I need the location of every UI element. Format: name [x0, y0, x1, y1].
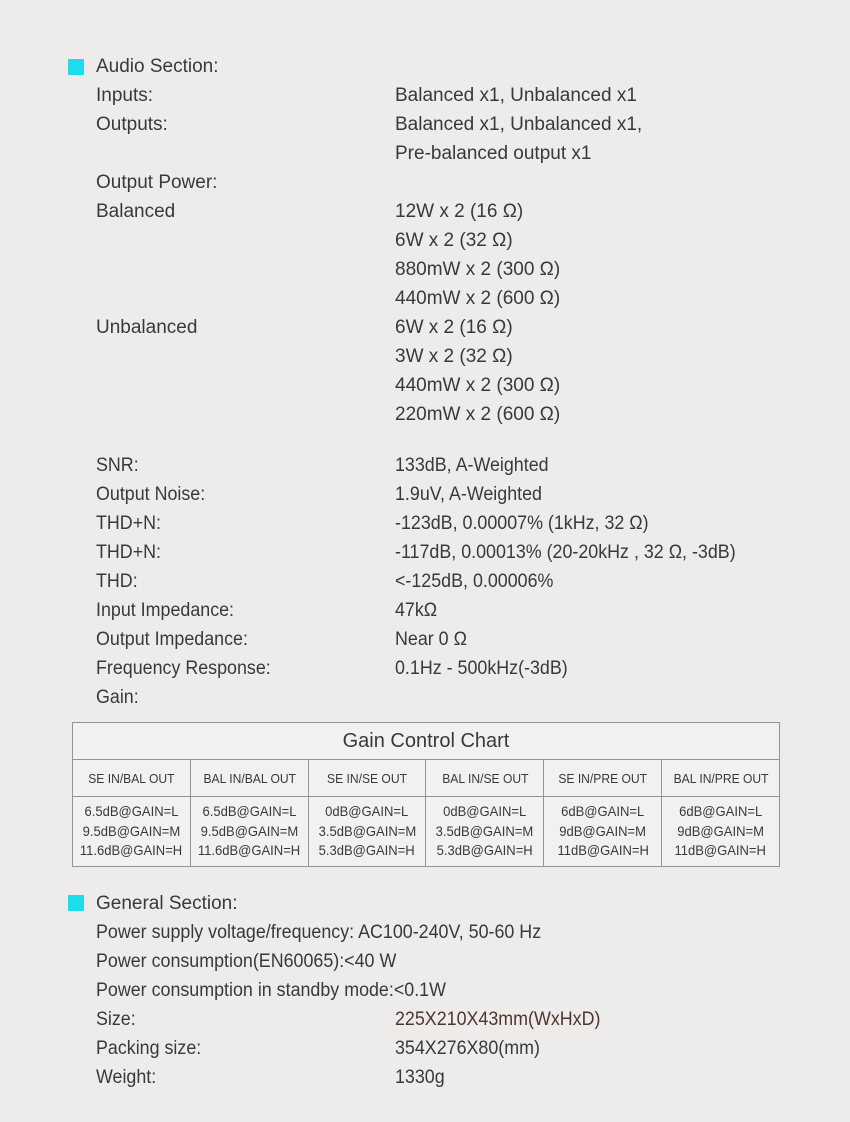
header-cell — [662, 760, 780, 797]
gain-value — [544, 822, 661, 842]
header-cell — [544, 760, 662, 797]
spec-label — [96, 480, 395, 509]
spec-label — [96, 654, 395, 683]
header-cell — [73, 760, 191, 797]
row-input-impedance — [96, 596, 850, 625]
spacer — [96, 429, 850, 451]
spec-label — [96, 1005, 395, 1034]
gain-value-text: 5.3dB@GAIN=H — [436, 842, 533, 858]
gain-value-text: 6.5dB@GAIN=L — [84, 803, 179, 819]
gain-value-text: 11dB@GAIN=H — [556, 842, 649, 858]
spec-value — [395, 110, 642, 168]
spec-label-text: Output Noise: — [96, 484, 206, 505]
row-thdn-2 — [96, 538, 850, 567]
audio-section-header — [68, 52, 850, 81]
row-frequency-response — [96, 654, 850, 683]
row-balanced — [96, 197, 850, 313]
gain-value-text: 6dB@GAIN=L — [679, 803, 763, 819]
spec-value-text: <-125dB, 0.00006% — [395, 571, 554, 592]
spec-label — [96, 625, 395, 654]
table-title: Gain Control Chart — [73, 723, 780, 760]
spec-value — [395, 654, 579, 683]
gain-value-text: 9dB@GAIN=M — [677, 822, 764, 839]
spec-text: Power supply voltage/frequency: AC100-240V, 50-60 Hz — [96, 921, 542, 943]
gain-value — [309, 822, 426, 842]
row-output-impedance — [96, 625, 850, 654]
row-thd — [96, 567, 850, 596]
spec-value — [395, 197, 560, 313]
gain-value — [426, 822, 543, 842]
gain-value-text: 6dB@GAIN=L — [561, 803, 645, 819]
spec-value-text: -117dB, 0.00013% (20-20kHz , 32 Ω, -3dB) — [395, 542, 736, 563]
spec-value-text: Near 0 Ω — [395, 629, 467, 650]
gain-value — [426, 802, 543, 822]
spec-label-text: Packing size: — [96, 1037, 202, 1059]
spec-value-line: 6W x 2 (32 Ω) — [395, 230, 513, 251]
gain-value-text: 9.5dB@GAIN=M — [200, 822, 299, 839]
gain-value — [191, 841, 308, 861]
row-output-power — [96, 168, 850, 197]
row-standby-consumption — [96, 976, 850, 1005]
header-cell-text: SE IN/PRE OUT — [558, 770, 648, 786]
audio-section-rows — [96, 81, 850, 712]
spec-label — [96, 509, 395, 538]
spec-label: Output Power: — [96, 172, 218, 193]
spec-label-text: THD+N: — [96, 542, 162, 563]
spec-value-text: 133dB, A-Weighted — [395, 455, 549, 476]
data-cell — [190, 797, 308, 867]
spec-value — [395, 1034, 549, 1063]
gain-value-text: 9dB@GAIN=M — [559, 822, 647, 839]
spec-value-line: 12W x 2 (16 Ω) — [395, 201, 524, 222]
gain-value — [73, 802, 190, 822]
spec-value — [395, 509, 665, 538]
spec-label-text: Output Impedance: — [96, 629, 248, 650]
header-cell — [426, 760, 544, 797]
gain-control-table — [72, 722, 780, 867]
spec-value-line: 220mW x 2 (600 Ω) — [395, 404, 561, 425]
spec-label: Unbalanced — [96, 317, 198, 338]
spec-text: Power consumption in standby mode:<0.1W — [96, 979, 446, 1001]
spec-value-line: 440mW x 2 (300 Ω) — [395, 375, 561, 396]
table-header-row — [73, 760, 780, 797]
general-section-rows — [96, 918, 850, 1092]
gain-value — [544, 841, 661, 861]
gain-value-text: 5.3dB@GAIN=H — [319, 842, 416, 858]
row-unbalanced — [96, 313, 850, 429]
spec-value — [395, 625, 472, 654]
spec-label-text: Frequency Response: — [96, 658, 271, 679]
gain-value-text: 11dB@GAIN=H — [674, 842, 767, 858]
gain-value — [662, 822, 779, 842]
header-cell-text: BAL IN/SE OUT — [441, 770, 529, 786]
header-cell — [308, 760, 426, 797]
spec-value: Balanced x1, Unbalanced x1 — [395, 85, 637, 106]
gain-value — [426, 841, 543, 861]
row-snr — [96, 451, 850, 480]
spec-value — [395, 567, 564, 596]
gain-value — [73, 841, 190, 861]
spec-value-text: 354X276X80(mm) — [395, 1037, 540, 1059]
gain-value — [73, 822, 190, 842]
spec-value-text: -123dB, 0.00007% (1kHz, 32 Ω) — [395, 513, 649, 534]
spec-value-line: 440mW x 2 (600 Ω) — [395, 288, 561, 309]
table-title-row — [73, 723, 780, 760]
spec-value-text: 1330g — [395, 1066, 445, 1088]
row-output-noise — [96, 480, 850, 509]
spec-value-text: 0.1Hz - 500kHz(-3dB) — [395, 658, 568, 679]
row-weight — [96, 1063, 850, 1092]
gain-value-text: 11.6dB@GAIN=H — [80, 842, 183, 858]
gain-value — [309, 802, 426, 822]
general-section-title: General Section: — [96, 892, 238, 914]
spec-label: Inputs: — [96, 85, 154, 106]
header-cell-text: BAL IN/PRE OUT — [673, 770, 769, 786]
spec-label — [96, 451, 395, 480]
spec-label — [96, 567, 395, 596]
gain-value-text: 3.5dB@GAIN=M — [318, 822, 416, 839]
audio-section-title: Audio Section: — [96, 56, 219, 77]
row-power-consumption — [96, 947, 850, 976]
section-bullet-icon — [68, 59, 84, 75]
spec-value — [395, 451, 558, 480]
table-data-row — [73, 797, 780, 867]
spec-label — [96, 1063, 395, 1092]
spacer — [68, 867, 850, 889]
gain-value-text: 9.5dB@GAIN=M — [82, 822, 181, 839]
spec-label-text: THD+N: — [96, 513, 162, 534]
spec-label: Balanced — [96, 201, 176, 222]
spec-value-text: 47kΩ — [395, 600, 438, 621]
row-power-supply — [96, 918, 850, 947]
section-bullet-icon — [68, 895, 84, 911]
spec-value-line: Balanced x1, Unbalanced x1, — [395, 114, 643, 135]
spec-value — [395, 313, 560, 429]
spec-label-text: Weight: — [96, 1066, 157, 1088]
spec-value-text: 1.9uV, A-Weighted — [395, 484, 542, 505]
spec-label — [96, 1034, 395, 1063]
gain-value — [662, 841, 779, 861]
gain-value — [544, 802, 661, 822]
data-cell — [544, 797, 662, 867]
spec-label — [96, 538, 395, 567]
gain-value — [191, 822, 308, 842]
row-size — [96, 1005, 850, 1034]
data-cell — [426, 797, 544, 867]
gain-value-text: 11.6dB@GAIN=H — [198, 842, 301, 858]
spec-value-line: 6W x 2 (16 Ω) — [395, 317, 513, 338]
spec-value-line: Pre-balanced output x1 — [395, 143, 592, 164]
gain-value-text: 3.5dB@GAIN=M — [436, 822, 534, 839]
gain-value — [309, 841, 426, 861]
spec-value-line: 880mW x 2 (300 Ω) — [395, 259, 561, 280]
spec-value-highlighted — [395, 1005, 614, 1034]
row-gain — [96, 683, 850, 712]
gain-value — [662, 802, 779, 822]
gain-value — [191, 802, 308, 822]
row-thdn-1 — [96, 509, 850, 538]
header-cell-text: SE IN/SE OUT — [327, 770, 408, 786]
row-outputs — [96, 110, 850, 168]
spec-label-text: Size: — [96, 1008, 136, 1030]
gain-value-text: 0dB@GAIN=L — [443, 803, 527, 819]
header-cell — [190, 760, 308, 797]
spec-label — [96, 596, 395, 625]
spec-value — [395, 538, 757, 567]
header-cell-text: BAL IN/BAL OUT — [202, 770, 296, 786]
general-section-header — [68, 889, 850, 918]
spec-label-text: THD: — [96, 571, 138, 592]
spec-label-text: SNR: — [96, 455, 139, 476]
data-cell — [662, 797, 780, 867]
spec-label: Outputs: — [96, 114, 168, 135]
spec-label-text: Input Impedance: — [96, 600, 235, 621]
spec-value — [395, 480, 551, 509]
spec-value — [395, 1063, 448, 1092]
spec-value-text: 225X210X43mm(WxHxD) — [395, 1008, 601, 1030]
spacer — [68, 712, 850, 722]
header-cell-text: SE IN/BAL OUT — [88, 770, 175, 786]
spec-value-line: 3W x 2 (32 Ω) — [395, 346, 513, 367]
spec-value — [395, 596, 440, 625]
spec-label-text: Gain: — [96, 687, 139, 708]
gain-value-text: 0dB@GAIN=L — [325, 803, 409, 819]
row-inputs — [96, 81, 850, 110]
data-cell — [308, 797, 426, 867]
spec-label — [96, 683, 395, 712]
spec-text: Power consumption(EN60065):<40 W — [96, 950, 397, 972]
data-cell — [73, 797, 191, 867]
row-packing-size — [96, 1034, 850, 1063]
gain-value-text: 6.5dB@GAIN=L — [202, 803, 297, 819]
